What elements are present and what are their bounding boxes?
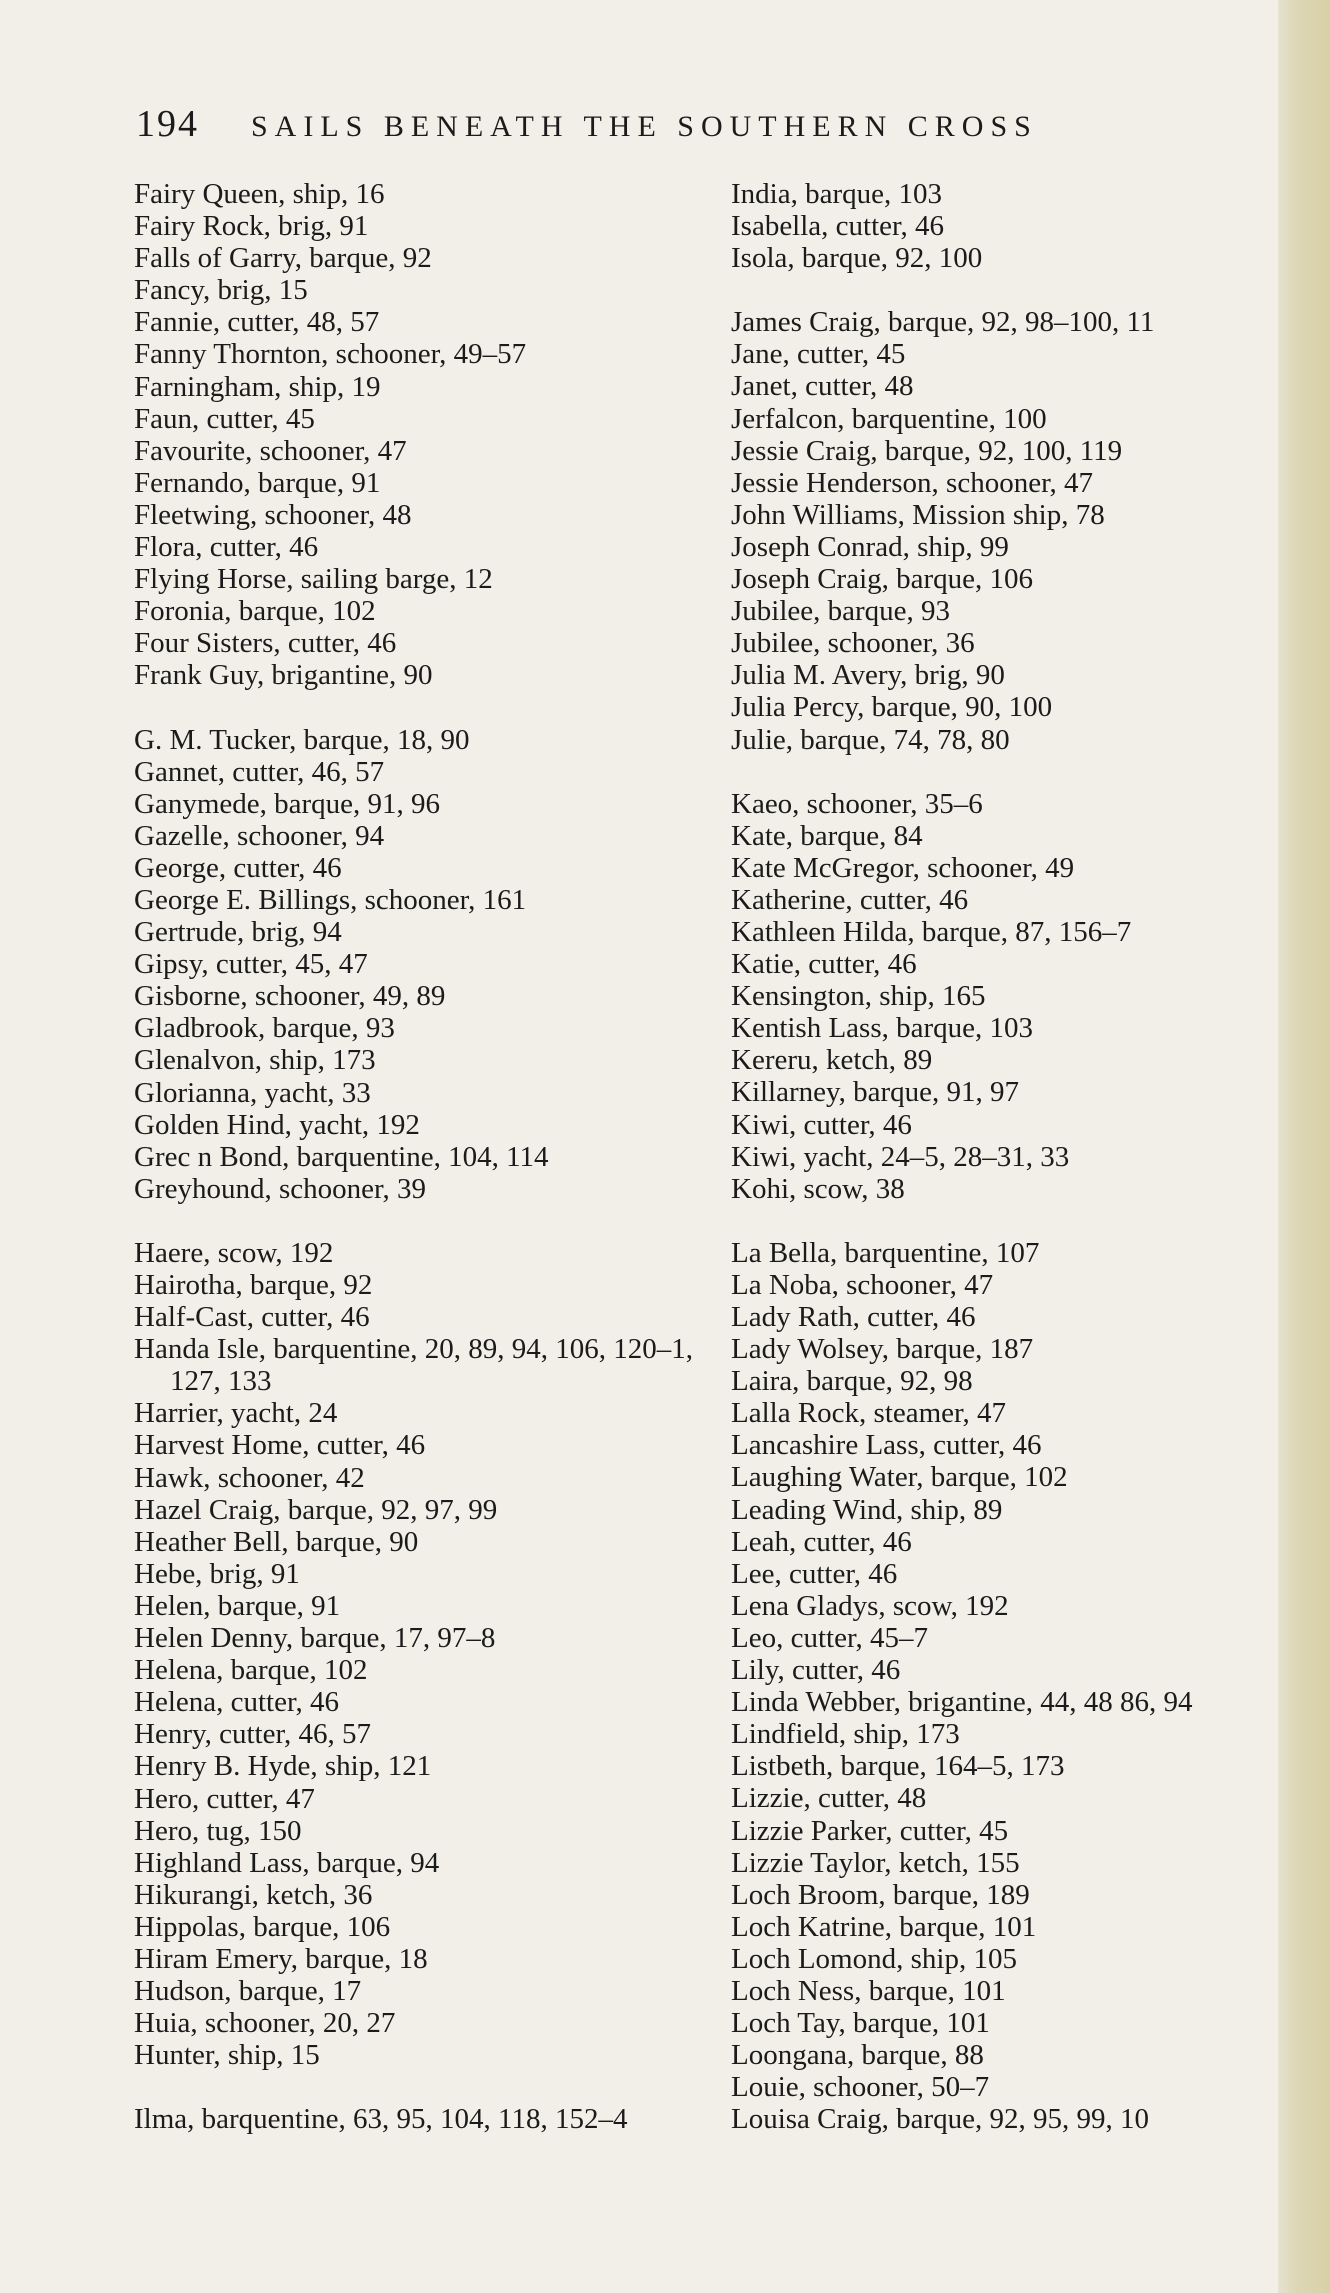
index-entry: Julie, barque, 74, 78, 80 [731,723,1010,756]
index-entry: Highland Lass, barque, 94 [134,1846,440,1879]
index-entry: Lily, cutter, 46 [731,1654,901,1687]
index-entry: Handa Isle, barquentine, 20, 89, 94, 106, 120–1, 127, 133 [134,1333,693,1398]
index-entry: Foronia, barque, 102 [134,595,376,628]
index-entry: Half-Cast, cutter, 46 [134,1301,370,1334]
index-entry: Hairotha, barque, 92 [134,1269,373,1301]
index-entry: Lizzie, cutter, 48 [731,1782,927,1815]
index-entry: Louie, schooner, 50–7 [731,2071,990,2104]
index-entry: Fairy Queen, ship, 16 [134,178,385,210]
index-entry: Jerfalcon, barquentine, 100 [731,402,1047,435]
index-column-right [731,178,1291,2135]
index-entry: George, cutter, 46 [134,851,342,884]
index-entry: Faun, cutter, 45 [134,402,315,435]
index-entry: Gazelle, schooner, 94 [134,819,385,852]
index-entry: Jubilee, schooner, 36 [731,627,975,660]
index-entry: Hazel Craig, barque, 92, 97, 99 [134,1493,498,1526]
index-entry: Lady Wolsey, barque, 187 [731,1333,1034,1366]
index-entry: Farningham, ship, 19 [134,370,381,403]
index-entry: Loch Lomond, ship, 105 [731,1942,1017,1975]
index-entry: Janet, cutter, 48 [731,370,914,403]
index-entry: Hero, cutter, 47 [134,1782,315,1815]
index-entry: Leading Wind, ship, 89 [731,1493,1003,1526]
index-entry: Flying Horse, sailing barge, 12 [134,563,493,596]
index-entry: Fairy Rock, brig, 91 [134,210,369,243]
index-entry: Kiwi, yacht, 24–5, 28–31, 33 [731,1140,1070,1173]
index-entry: James Craig, barque, 92, 98–100, 11 [731,306,1155,339]
index-entry: Haere, scow, 192 [134,1236,334,1269]
index-entry: Huia, schooner, 20, 27 [134,2007,396,2040]
index-entry: Flora, cutter, 46 [134,531,319,564]
index-entry: Listbeth, barque, 164–5, 173 [731,1750,1065,1783]
index-entry: Gertrude, brig, 94 [134,916,342,949]
index-entry: Fannie, cutter, 48, 57 [134,306,380,339]
index-entry: La Bella, barquentine, 107 [731,1236,1040,1269]
index-entry: G. M. Tucker, barque, 18, 90 [134,723,470,756]
index-entry: Hikurangi, ketch, 36 [134,1878,373,1911]
index-entry: Hawk, schooner, 42 [134,1461,365,1494]
index-entry: Killarney, barque, 91, 97 [731,1076,1020,1109]
index-entry: Kaeo, schooner, 35–6 [731,787,983,820]
index-entry: Lee, cutter, 46 [731,1557,898,1590]
index-entry: Laira, barque, 92, 98 [731,1365,973,1398]
index-entry: Jubilee, barque, 93 [731,595,951,628]
index-entry: Hiram Emery, barque, 18 [134,1942,428,1975]
index-entry: Lizzie Parker, cutter, 45 [731,1814,1009,1847]
index-entry: Frank Guy, brigantine, 90 [134,659,433,692]
index-entry: Hudson, barque, 17 [134,1975,362,2008]
index-entry: George E. Billings, schooner, 161 [134,883,527,916]
index-entry: Kate, barque, 84 [731,819,923,852]
index-entry: Jane, cutter, 45 [731,338,906,371]
index-entry: Helena, cutter, 46 [134,1686,339,1719]
index-entry: Loch Broom, barque, 189 [731,1878,1030,1911]
index-entry: Henry, cutter, 46, 57 [134,1718,371,1751]
index-entry: Lancashire Lass, cutter, 46 [731,1429,1042,1462]
index-entry: Kentish Lass, barque, 103 [731,1012,1034,1045]
index-entry: Loch Ness, barque, 101 [731,1974,1006,2007]
index-entry: Fanny Thornton, schooner, 49–57 [134,338,527,371]
index-entry: Helen, barque, 91 [134,1589,341,1622]
index-entry: Gannet, cutter, 46, 57 [134,755,385,788]
index-entry: Grec n Bond, barquentine, 104, 114 [134,1140,549,1173]
index-entry: Gipsy, cutter, 45, 47 [134,948,368,981]
running-title: SAILS BENEATH THE SOUTHERN CROSS [251,110,1038,143]
index-entry: Falls of Garry, barque, 92 [134,242,432,275]
group-spacer [731,756,1291,788]
group-spacer [134,2071,694,2103]
index-entry: Helena, barque, 102 [134,1654,368,1687]
index-entry: Harrier, yacht, 24 [134,1397,338,1430]
index-entry: Leah, cutter, 46 [731,1525,912,1558]
index-entry: Lena Gladys, scow, 192 [731,1589,1009,1622]
index-entry: Fleetwing, schooner, 48 [134,498,412,531]
index-entry: Laughing Water, barque, 102 [731,1461,1068,1494]
index-entry: Jessie Henderson, schooner, 47 [731,466,1094,499]
index-entry: Hero, tug, 150 [134,1814,302,1847]
index-entry: Glenalvon, ship, 173 [134,1044,376,1077]
index-entry: Loongana, barque, 88 [731,2039,984,2072]
index-entry: Ilma, barquentine, 63, 95, 104, 118, 152–4 [134,2103,628,2136]
index-entry: Isabella, cutter, 46 [731,210,945,243]
group-spacer [731,274,1291,306]
index-entry: Henry B. Hyde, ship, 121 [134,1750,432,1783]
index-entry: Favourite, schooner, 47 [134,434,407,467]
index-entry: Gisborne, schooner, 49, 89 [134,980,446,1013]
index-entry: Lindfield, ship, 173 [731,1718,960,1751]
index-entry: Glorianna, yacht, 33 [134,1076,371,1109]
index-entry: John Williams, Mission ship, 78 [731,498,1105,531]
index-entry: Linda Webber, brigantine, 44, 48 86, 94 [731,1686,1193,1719]
group-spacer [134,1205,694,1237]
index-entry: La Noba, schooner, 47 [731,1268,994,1301]
index-entry: Joseph Craig, barque, 106 [731,563,1034,596]
index-entry: Gladbrook, barque, 93 [134,1012,395,1045]
page-number: 194 [136,103,199,145]
index-entry: Leo, cutter, 45–7 [731,1621,928,1654]
index-entry: Four Sisters, cutter, 46 [134,627,397,660]
index-entry: Kate McGregor, schooner, 49 [731,851,1075,884]
index-entry: Kohi, scow, 38 [731,1172,905,1205]
index-entry: Jessie Craig, barque, 92, 100, 119 [731,434,1123,467]
index-entry: Golden Hind, yacht, 192 [134,1108,420,1141]
index-entry: Lizzie Taylor, ketch, 155 [731,1846,1020,1879]
index-entry: Fancy, brig, 15 [134,274,308,307]
group-spacer [731,1205,1291,1237]
index-entry: Lady Rath, cutter, 46 [731,1301,976,1333]
index-entry: Kiwi, cutter, 46 [731,1108,912,1141]
index-entry: Kathleen Hilda, barque, 87, 156–7 [731,915,1132,948]
index-entry: Lalla Rock, steamer, 47 [731,1397,1007,1430]
index-entry: Helen Denny, barque, 17, 97–8 [134,1622,496,1655]
index-entry: Isola, barque, 92, 100 [731,242,983,275]
index-entry: Greyhound, schooner, 39 [134,1172,426,1205]
index-entry: Julia M. Avery, brig, 90 [731,659,1005,692]
index-entry: India, barque, 103 [731,178,942,210]
index-entry: Kereru, ketch, 89 [731,1044,933,1077]
index-entry: Kensington, ship, 165 [731,980,986,1013]
index-entry: Hunter, ship, 15 [134,2039,320,2072]
index-column-left [134,178,694,2135]
running-header [136,102,1226,162]
index-entry: Hebe, brig, 91 [134,1557,300,1590]
index-entry: Katie, cutter, 46 [731,948,917,981]
index-entry: Heather Bell, barque, 90 [134,1525,419,1558]
index-entry: Louisa Craig, barque, 92, 95, 99, 10 [731,2103,1150,2136]
index-entry: Ganymede, barque, 91, 96 [134,787,441,820]
index-entry: Julia Percy, barque, 90, 100 [731,691,1053,724]
index-entry: Hippolas, barque, 106 [134,1910,391,1943]
index-entry: Joseph Conrad, ship, 99 [731,530,1009,563]
index-entry: Katherine, cutter, 46 [731,883,969,916]
index-entry: Loch Tay, barque, 101 [731,2007,990,2040]
group-spacer [134,692,694,724]
index-entry: Loch Katrine, barque, 101 [731,1910,1037,1943]
index-entry: Harvest Home, cutter, 46 [134,1429,426,1462]
index-entry: Fernando, barque, 91 [134,466,381,499]
